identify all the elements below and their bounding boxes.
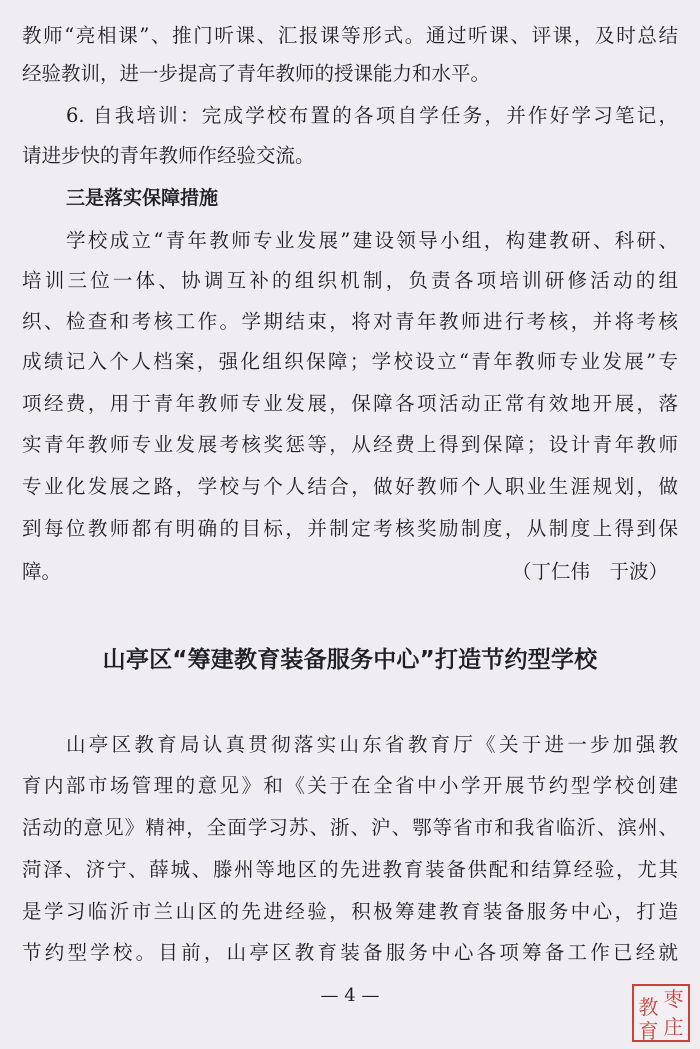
- seal-char: 枣: [663, 987, 684, 1011]
- text-line: 节约型学校。目前，山亭区教育装备服务中心各项筹备工作已经就: [22, 941, 678, 964]
- text-line: 菏泽、济宁、薛城、滕州等地区的先进教育装备供配和结算经验，尤其: [22, 858, 678, 881]
- seal-char: 育: [638, 1019, 659, 1043]
- text-line: 山亭区教育局认真贯彻落实山东省教育厅《关于进一步加强教: [66, 733, 678, 756]
- text-line: 项经费，用于青年教师专业发展，保障各项活动正常有效地开展，落: [22, 392, 678, 415]
- article-title: 山亭区“筹建教育装备服务中心”打造节约型学校: [102, 647, 598, 673]
- text-line: 专业化发展之路，学校与个人结合，做好教师个人职业生涯规划，做: [22, 475, 678, 498]
- seal-char: 庄: [663, 1015, 684, 1039]
- seal-stamp-icon: [632, 984, 690, 1042]
- text-line: 到每位教师都有明确的目标，并制定考核奖励制度，从制度上得到保: [22, 517, 678, 540]
- text-line: 培训三位一体、协调互补的组织机制，负责各项培训研修活动的组: [22, 269, 678, 292]
- text-line: 织、检查和考核工作。学期结束，将对青年教师进行考核，并将考核: [22, 310, 678, 333]
- page-number: — 4 —: [320, 985, 380, 1006]
- text-line: 学校成立“青年教师专业发展”建设领导小组，构建教研、科研、: [66, 229, 678, 252]
- seal-char: 教: [638, 995, 659, 1019]
- text-line: 请进步快的青年教师作经验交流。: [22, 144, 315, 167]
- text-line: 活动的意见》精神，全面学习苏、浙、沪、鄂等省市和我省临沂、滨州、: [22, 816, 678, 839]
- text-line: 障。: [22, 560, 62, 583]
- text-line: 实青年教师专业发展考核奖惩等，从经费上得到保障；设计青年教师: [22, 433, 678, 456]
- text-line: 教师“亮相课”、推门听课、汇报课等形式。通过听课、评课，及时总结: [22, 24, 678, 47]
- section-subheading: 三是落实保障措施: [66, 187, 219, 209]
- text-line: 成绩记入个人档案，强化组织保障；学校设立“青年教师专业发展”专: [22, 350, 678, 373]
- author-credit: （丁仁伟 于波）: [511, 560, 668, 583]
- text-line: 育内部市场管理的意见》和《关于在全省中小学开展节约型学校创建: [22, 774, 678, 797]
- text-line: 6. 自我培训：完成学校布置的各项自学任务，并作好学习笔记，: [66, 104, 678, 127]
- text-line: 经验教训，进一步提高了青年教师的授课能力和水平。: [22, 62, 491, 85]
- text-line: 是学习临沂市兰山区的先进经验，积极筹建教育装备服务中心，打造: [22, 900, 678, 923]
